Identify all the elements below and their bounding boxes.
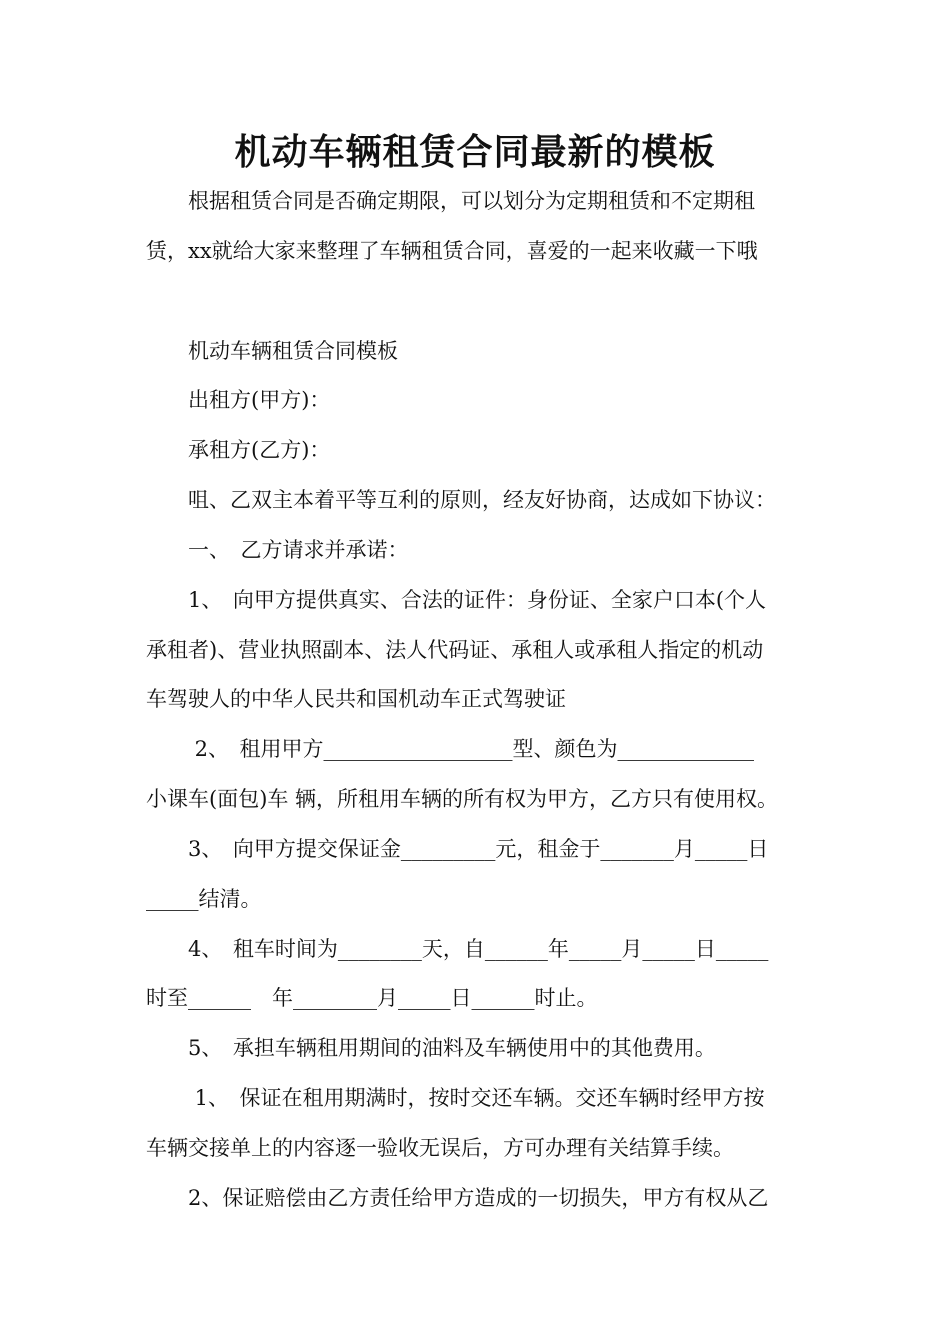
clause-2-line-2: 小课车(面包)车 辆，所租用车辆的所有权为甲方，乙方只有使用权。 bbox=[146, 787, 779, 811]
clause-3-line-1: 3、 向甲方提交保证金_________元，租金于_______月_____日 bbox=[146, 837, 769, 861]
clause-1-line-3: 车驾驶人的中华人民共和国机动车正式驾驶证 bbox=[146, 687, 566, 711]
guarantee-1-line-1: 1、 保证在租用期满时，按时交还车辆。交还车辆时经甲方按 bbox=[146, 1086, 765, 1110]
lessee-line: 承租方(乙方)： bbox=[146, 438, 331, 462]
intro-line-1: 根据租赁合同是否确定期限，可以划分为定期租赁和不定期租 bbox=[146, 189, 755, 213]
document-title: 机动车辆租赁合同最新的模板 bbox=[234, 132, 716, 173]
clause-2-line-1: 2、 租用甲方__________________型、颜色为_____________ bbox=[146, 737, 755, 761]
agreement-preamble: 咀、乙双主本着平等互利的原则，经友好协商，达成如下协议： bbox=[146, 488, 776, 512]
guarantee-2-line-1: 2、保证赔偿由乙方责任给甲方造成的一切损失，甲方有权从乙 bbox=[146, 1186, 769, 1210]
contract-heading: 机动车辆租赁合同模板 bbox=[146, 339, 398, 363]
clause-5-line: 5、 承担车辆租用期间的油料及车辆使用中的其他费用。 bbox=[146, 1036, 716, 1060]
section-one-heading: 一、 乙方请求并承诺： bbox=[146, 538, 409, 562]
clause-3-line-2: _____结清。 bbox=[146, 887, 262, 911]
intro-line-2: 赁，xx就给大家来整理了车辆租赁合同，喜爱的一起来收藏一下哦 bbox=[146, 239, 758, 263]
clause-4-line-1: 4、 租车时间为________天，自______年_____月_____日_____ bbox=[146, 937, 769, 961]
lessor-line: 出租方(甲方)： bbox=[146, 388, 331, 412]
clause-1-line-2: 承租者)、营业执照副本、法人代码证、承租人或承租人指定的机动 bbox=[146, 638, 764, 662]
clause-4-line-2: 时至______ 年________月_____日______时止。 bbox=[146, 986, 598, 1010]
clause-1-line-1: 1、 向甲方提供真实、合法的证件：身份证、全家户口本(个人 bbox=[146, 588, 767, 612]
guarantee-1-line-2: 车辆交接单上的内容逐一验收无误后，方可办理有关结算手续。 bbox=[146, 1136, 734, 1160]
